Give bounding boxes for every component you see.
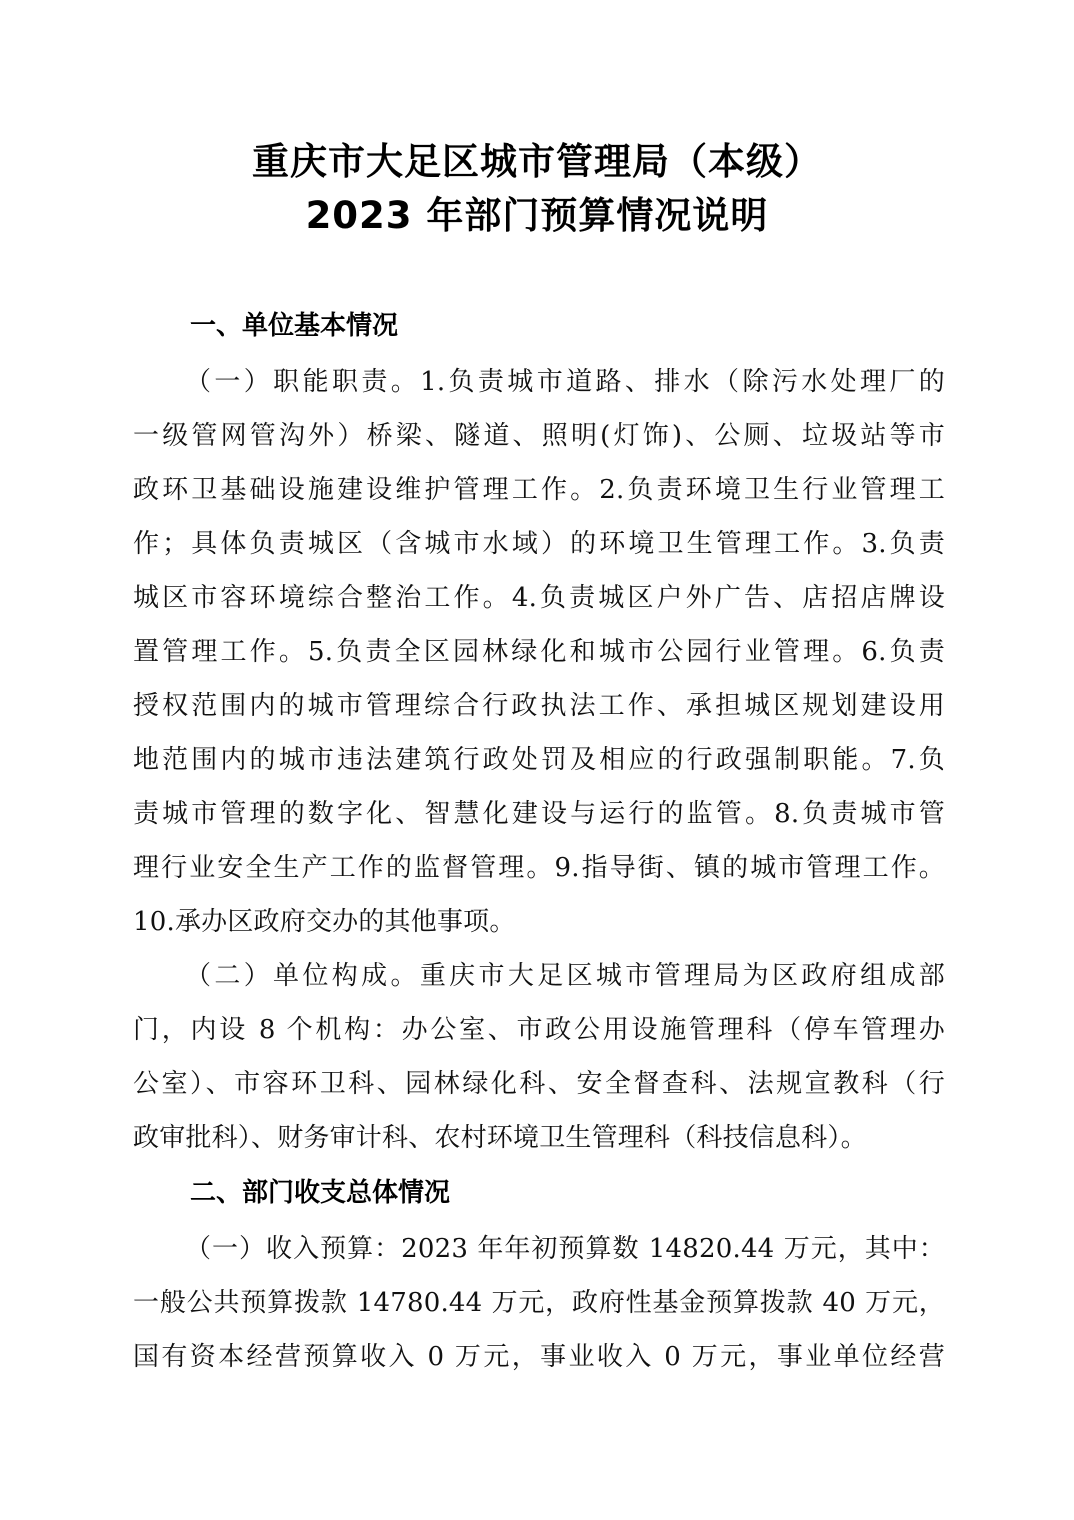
paragraph-line: 一般公共预算拨款 14780.44 万元，政府性基金预算拨款 40 万元，	[133, 1288, 945, 1318]
paragraph-structure	[133, 949, 945, 1165]
paragraph-income-budget	[133, 1222, 945, 1384]
paragraph-line: 地范围内的城市违法建筑行政处罚及相应的行政强制职能。7.负	[133, 745, 945, 775]
paragraph-line: 城区市容环境综合整治工作。4.负责城区户外广告、店招店牌设	[133, 583, 945, 613]
paragraph-line: （二）单位构成。重庆市大足区城市管理局为区政府组成部	[185, 961, 945, 991]
paragraph-line: 国有资本经营预算收入 0 万元，事业收入 0 万元，事业单位经营	[133, 1342, 945, 1372]
paragraph-line: 作；具体负责城区（含城市水域）的环境卫生管理工作。3.负责	[133, 529, 945, 559]
paragraph-line: 授权范围内的城市管理综合行政执法工作、承担城区规划建设用	[133, 691, 945, 721]
document-title-line-2: 2023 年部门预算情况说明	[305, 194, 769, 237]
paragraph-line: 理行业安全生产工作的监督管理。9.指导街、镇的城市管理工作。	[133, 853, 945, 883]
paragraph-line: 置管理工作。5.负责全区园林绿化和城市公园行业管理。6.负责	[133, 637, 945, 667]
section-heading-budget-overview: 二、部门收支总体情况	[190, 1178, 451, 1208]
paragraph-line: 10.承办区政府交办的其他事项。	[133, 907, 516, 937]
paragraph-duties	[133, 355, 945, 949]
document-title-line-1: 重庆市大足区城市管理局（本级）	[252, 140, 822, 183]
paragraph-line: 门，内设 8 个机构：办公室、市政公用设施管理科（停车管理办	[133, 1015, 945, 1045]
paragraph-line: （一）收入预算：2023 年年初预算数 14820.44 万元，其中：	[185, 1234, 945, 1264]
paragraph-line: 责城市管理的数字化、智慧化建设与运行的监管。8.负责城市管	[133, 799, 945, 829]
paragraph-line: 公室）、市容环卫科、园林绿化科、安全督查科、法规宣教科（行	[133, 1069, 945, 1099]
section-heading-basic-info: 一、单位基本情况	[190, 311, 399, 341]
paragraph-line: 一级管网管沟外）桥梁、隧道、照明(灯饰)、公厕、垃圾站等市	[133, 421, 945, 451]
paragraph-line: 政审批科）、财务审计科、农村环境卫生管理科（科技信息科）。	[133, 1123, 867, 1153]
paragraph-line: （一）职能职责。1.负责城市道路、排水（除污水处理厂的	[185, 367, 945, 397]
paragraph-line: 政环卫基础设施建设维护管理工作。2.负责环境卫生行业管理工	[133, 475, 945, 505]
